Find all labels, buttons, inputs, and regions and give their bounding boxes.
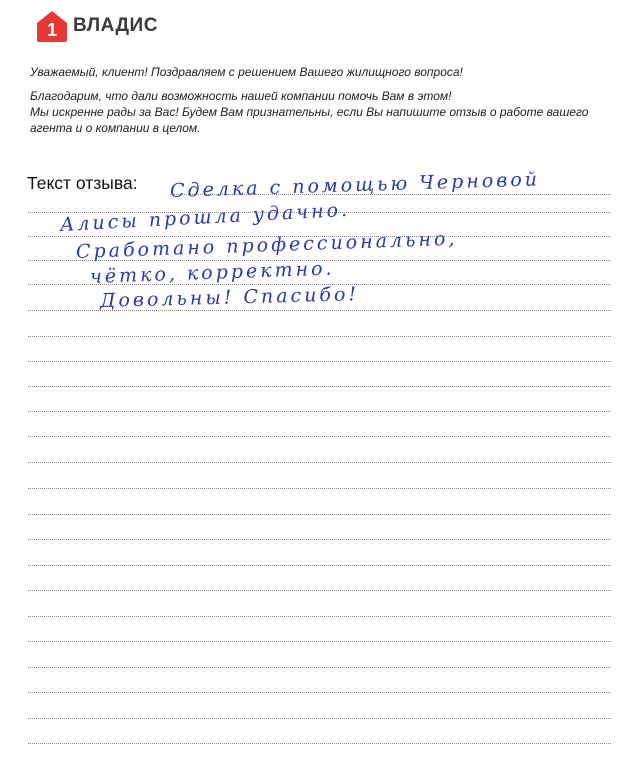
review-line: Довольны! Спасибо!	[99, 283, 360, 312]
brand-name: ВЛАДИС	[73, 15, 158, 36]
greeting-text: Уважаемый, клиент! Поздравляем с решением Вашего жилищного вопроса!	[30, 65, 463, 79]
review-line: чётко, корректно.	[89, 257, 335, 288]
review-heading: Текст отзыва:	[27, 173, 138, 193]
review-line: Сделка с помощью Черновой	[169, 168, 541, 202]
request-text: Благодарим, что дали возможность нашей компании помочь Вам в этом! Мы искренне рады за Вас! Будем Вам признательны, если Вы напишите отзыв о работе вашего агента и о компании в целом.	[30, 89, 589, 135]
logo-digit: 1	[46, 20, 58, 40]
review-line: Алисы прошла удачно.	[59, 198, 351, 236]
review-line: Сработано профессионально,	[75, 227, 458, 263]
